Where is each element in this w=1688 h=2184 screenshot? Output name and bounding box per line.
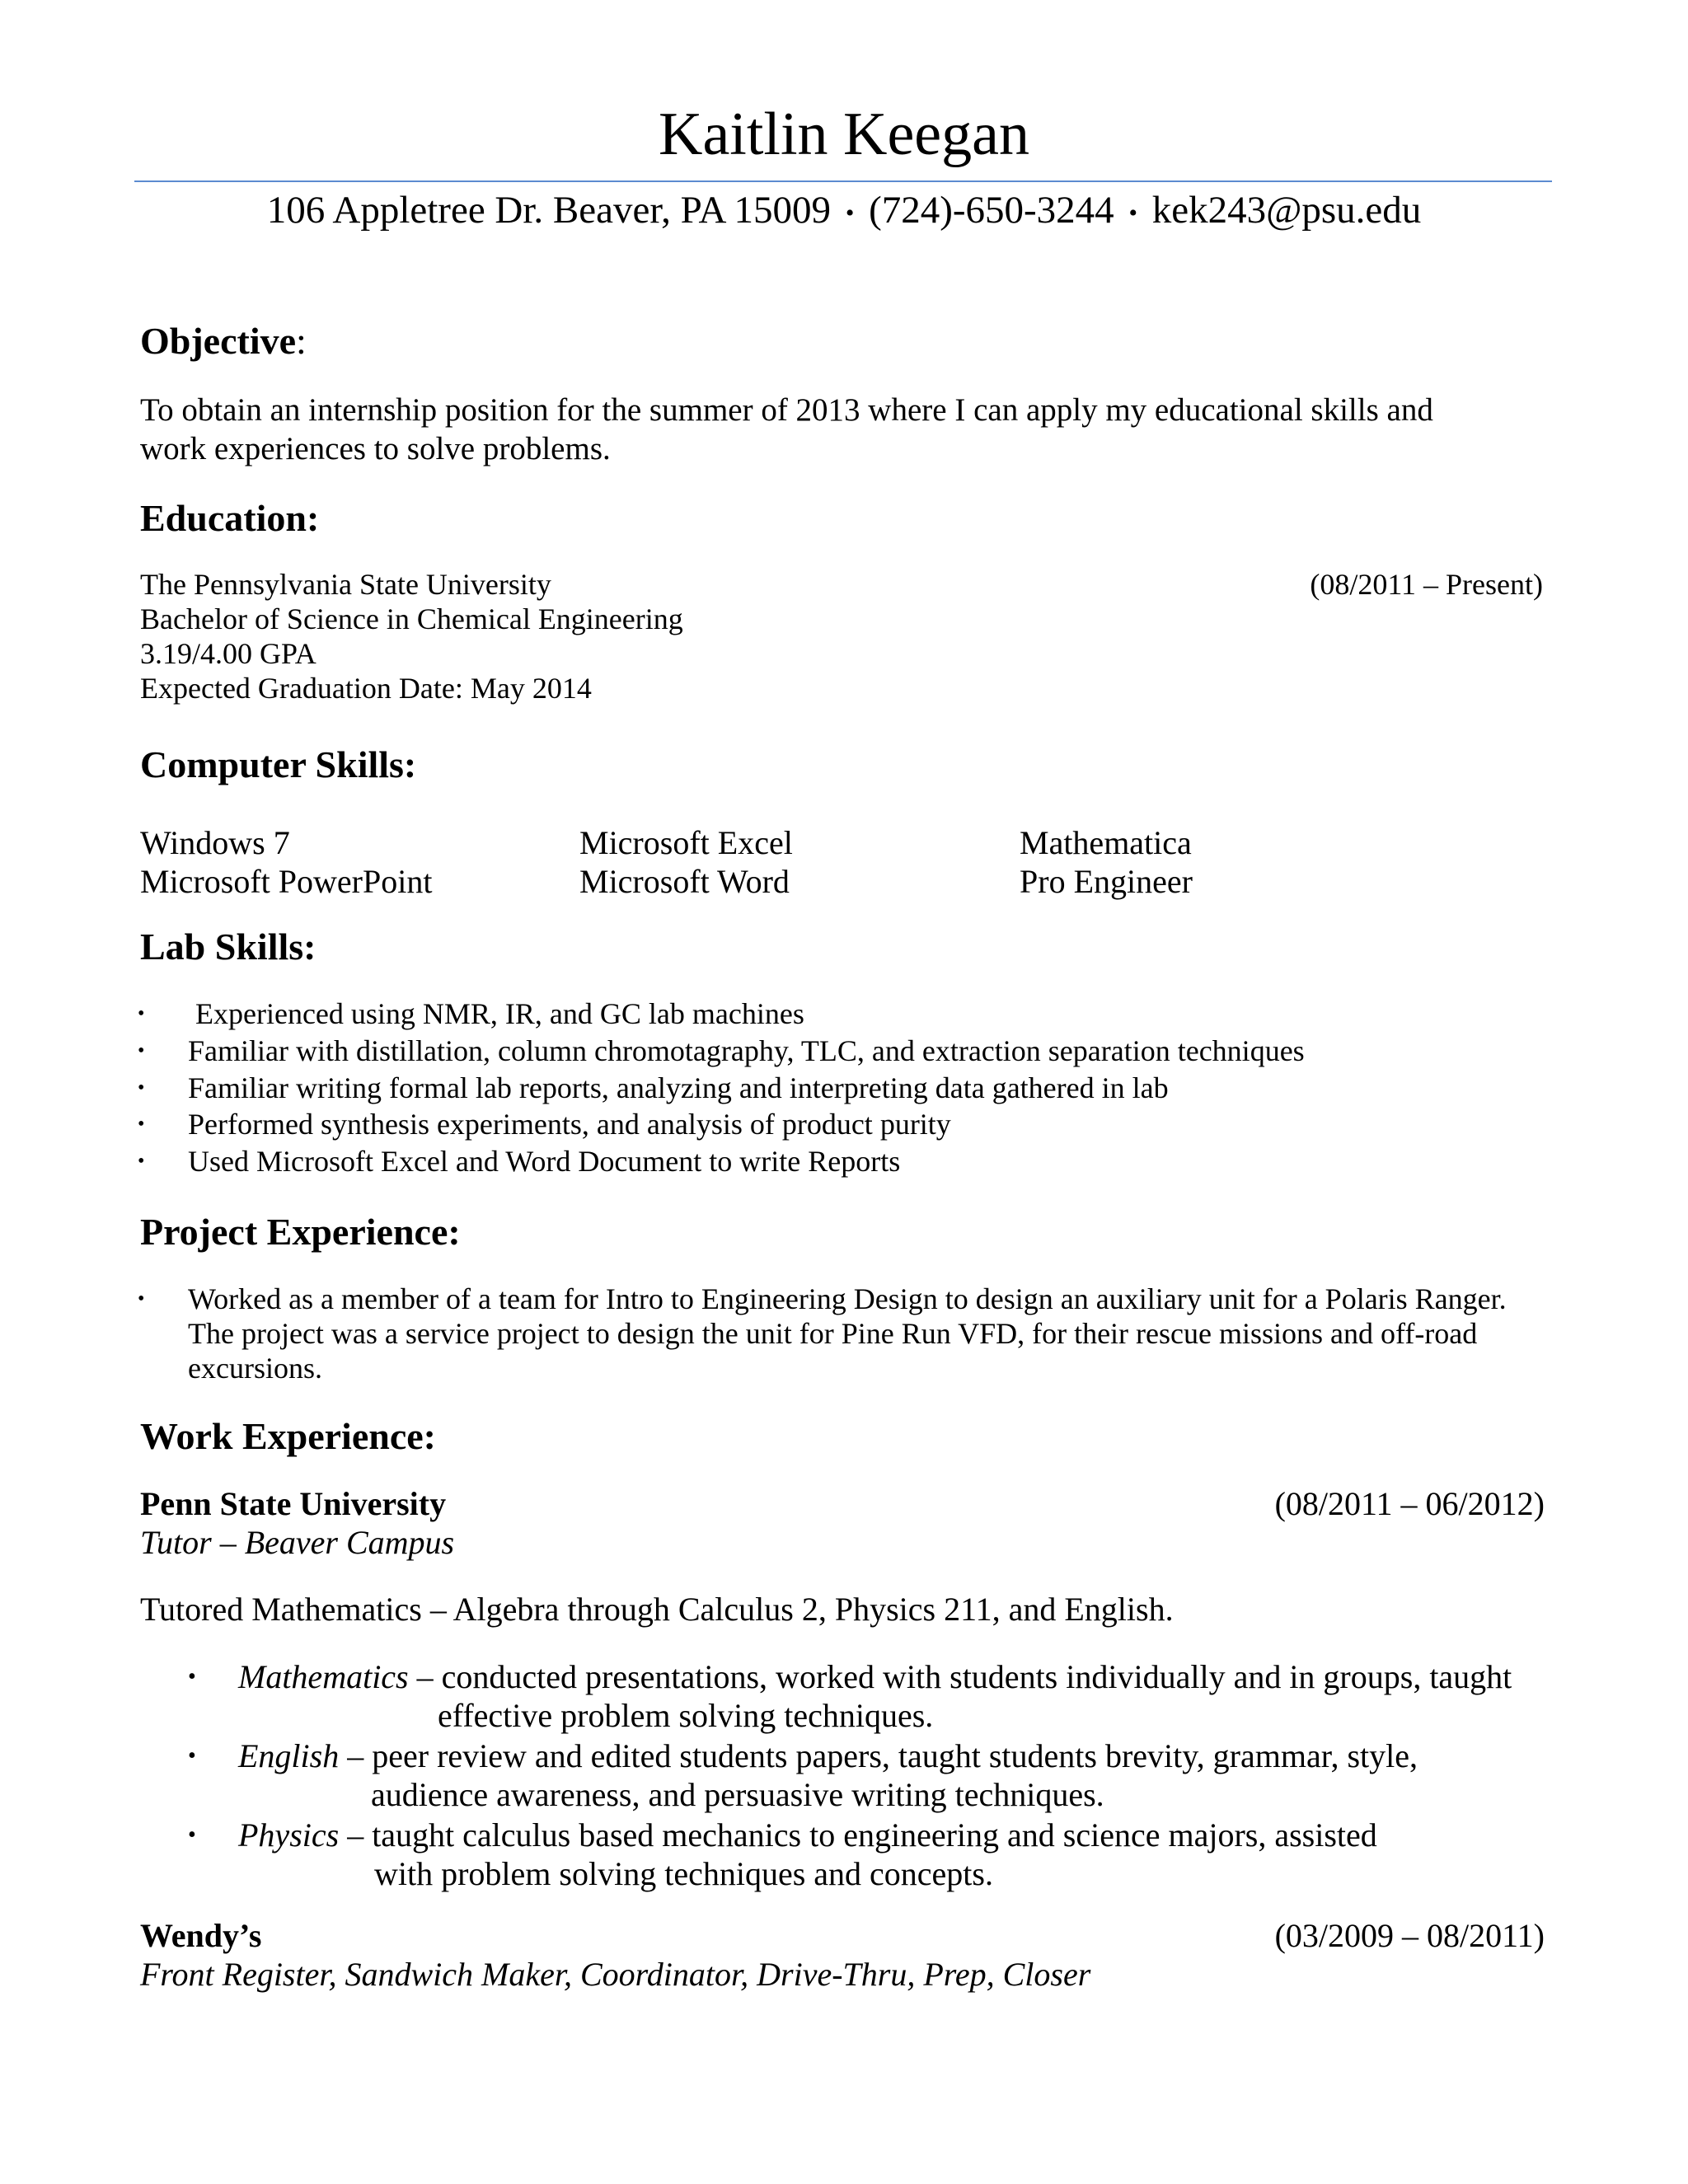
bullet: • xyxy=(138,1003,145,1024)
detail-subject: Physics xyxy=(238,1816,340,1854)
project-experience-heading: Project Experience: xyxy=(140,1211,461,1253)
skill-item: Microsoft Excel xyxy=(579,824,793,861)
skill-item: Pro Engineer xyxy=(1020,863,1193,900)
skill-item: Windows 7 xyxy=(140,824,290,861)
education-graduation: Expected Graduation Date: May 2014 xyxy=(140,672,592,705)
education-degree: Bachelor of Science in Chemical Engineering xyxy=(140,602,683,635)
project-line-1: Worked as a member of a team for Intro to Engineering Design to design an auxiliary unit for a Polaris Ranger. xyxy=(188,1282,1507,1315)
lab-skills-heading: Lab Skills: xyxy=(140,926,316,968)
bullet: • xyxy=(138,1040,145,1062)
education-heading: Education: xyxy=(140,497,320,539)
job-detail-line: English – peer review and edited students papers, taught students brevity, grammar, style, xyxy=(238,1737,1418,1774)
objective-line-1: To obtain an internship position for the summer of 2013 where I can apply my educational skills and xyxy=(140,392,1433,428)
bullet: • xyxy=(138,1288,145,1310)
skill-item: Microsoft PowerPoint xyxy=(140,863,433,900)
computer-skills-heading: Computer Skills: xyxy=(140,743,417,785)
job-detail-line: with problem solving techniques and concepts. xyxy=(374,1855,993,1892)
detail-subject: Mathematics xyxy=(238,1658,409,1695)
bullet: • xyxy=(138,1113,145,1135)
job-role: Tutor – Beaver Campus xyxy=(140,1524,455,1561)
job-dates: (03/2009 – 08/2011) xyxy=(1274,1917,1545,1954)
project-line-2: The project was a service project to design the unit for Pine Run VFD, for their rescue missions and off-road xyxy=(188,1317,1478,1350)
contact-line xyxy=(0,185,1688,238)
bullet: • xyxy=(188,1822,196,1848)
skill-item: Microsoft Word xyxy=(579,863,790,900)
job-employer: Penn State University xyxy=(140,1485,447,1522)
bullet: • xyxy=(138,1077,145,1099)
education-school: The Pennsylvania State University xyxy=(140,568,551,601)
lab-skill-item: Used Microsoft Excel and Word Document to write Reports xyxy=(188,1145,901,1178)
job-dates: (08/2011 – 06/2012) xyxy=(1274,1485,1545,1522)
skill-item: Mathematica xyxy=(1020,824,1192,861)
job-employer: Wendy’s xyxy=(140,1917,262,1954)
education-gpa: 3.19/4.00 GPA xyxy=(140,637,316,670)
contact-address: 106 Appletree Dr. Beaver, PA 15009 xyxy=(266,189,832,232)
work-experience-heading: Work Experience: xyxy=(140,1415,436,1457)
detail-subject: English xyxy=(238,1737,340,1774)
contact-email: kek243@psu.edu xyxy=(1151,189,1422,232)
lab-skill-item: Familiar with distillation, column chromotagraphy, TLC, and extraction separation techniques xyxy=(188,1034,1305,1067)
bullet: • xyxy=(188,1664,196,1690)
lab-skill-item: Experienced using NMR, IR, and GC lab machines xyxy=(188,997,804,1030)
education-dates: (08/2011 – Present) xyxy=(1310,568,1543,601)
job-detail-line: audience awareness, and persuasive writing techniques. xyxy=(371,1776,1104,1813)
job-detail-line: effective problem solving techniques. xyxy=(438,1697,934,1734)
bullet: • xyxy=(138,1151,145,1172)
separator-dot: • xyxy=(1128,199,1137,227)
job-role: Front Register, Sandwich Maker, Coordinator, Drive-Thru, Prep, Closer xyxy=(140,1956,1091,1993)
objective-line-2: work experiences to solve problems. xyxy=(140,431,611,466)
lab-skill-item: Performed synthesis experiments, and analysis of product purity xyxy=(188,1108,951,1141)
bullet: • xyxy=(188,1743,196,1769)
candidate-name: Kaitlin Keegan xyxy=(659,101,1029,168)
job-detail-line: Mathematics – conducted presentations, worked with students individually and in groups, taught xyxy=(238,1658,1512,1695)
objective-heading: Objective: xyxy=(140,320,307,362)
lab-skill-item: Familiar writing formal lab reports, analyzing and interpreting data gathered in lab xyxy=(188,1071,1169,1104)
contact-phone: (724)-650-3244 xyxy=(869,189,1114,232)
header-divider xyxy=(134,180,1552,182)
job-detail-line: Physics – taught calculus based mechanics to engineering and science majors, assisted xyxy=(238,1816,1377,1854)
job-summary: Tutored Mathematics – Algebra through Calculus 2, Physics 211, and English. xyxy=(140,1591,1174,1628)
separator-dot: • xyxy=(845,199,855,227)
project-line-3: excursions. xyxy=(188,1352,322,1385)
